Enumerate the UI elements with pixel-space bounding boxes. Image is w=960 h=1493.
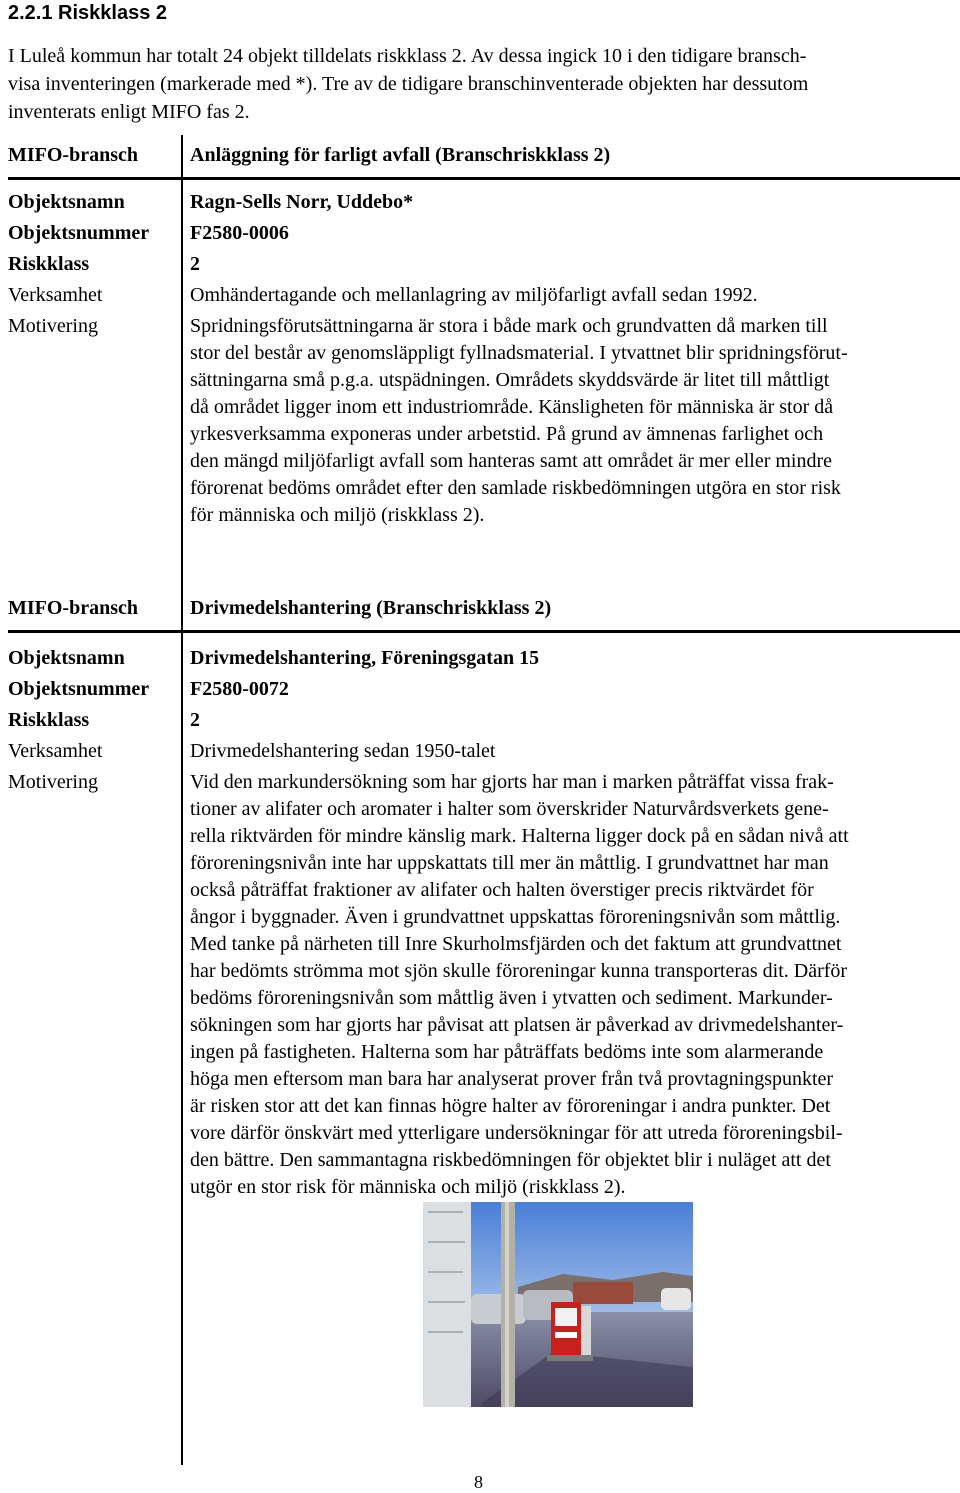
motivering-line: den mängd miljöfarligt avfall som hanteras samt att området är mer eller mindre [190,450,833,472]
riskklass-label: Riskklass [8,253,90,275]
objektsnamn-label: Objektsnamn [8,191,125,213]
motivering-line: ångor i byggnader. Även i grundvattnet uppskattas föroreningsnivån som måttlig. [190,906,841,928]
motivering-text [190,769,950,1201]
section-rule [8,630,960,633]
motivering-line: är risken stor att det kan finnas högre halter av föroreningar i andra punkter. Det [190,1095,831,1117]
motivering-line: Vid den markundersökning som har gjorts har man i marken påträffat vissa frak- [190,771,834,793]
intro-line: inventerats enligt MIFO fas 2. [8,101,250,123]
motivering-line: sättningarna små p.g.a. utspädningen. Områdets skyddsvärde är litet till måttligt [190,369,830,391]
motivering-line: också påträffat fraktioner av alifater och halten överstiger precis riktvärdet för [190,879,814,901]
motivering-line: den bättre. Den sammantagna riskbedömningen för objektet blir i nuläget att det [190,1149,831,1171]
mifo-bransch-value: Anläggning för farligt avfall (Branschriskklass 2) [190,144,611,166]
motivering-text [190,313,950,529]
motivering-line: för människa och miljö (riskklass 2). [190,504,485,526]
motivering-line: har bedömts strömma mot sjön skulle föroreningar kunna transporteras dit. Därför [190,960,848,982]
objektsnummer-value: F2580-0006 [190,222,289,244]
intro-line: I Luleå kommun har totalt 24 objekt tilldelats riskklass 2. Av dessa ingick 10 i den tidigare bransch- [8,45,807,67]
motivering-line: rella riktvärden för mindre känslig mark. Halterna ligger dock på en sådan nivå att [190,825,849,847]
verksamhet-value: Drivmedelshantering sedan 1950-talet [190,740,496,762]
motivering-line: Med tanke på närheten till Inre Skurholmsfjärden och det faktum att grundvattnet [190,933,842,955]
motivering-label: Motivering [8,771,98,793]
objektsnummer-label: Objektsnummer [8,678,150,700]
motivering-line: höga men eftersom man bara har analyserat prover från två provtagningspunkter [190,1068,834,1090]
motivering-line: sökningen som har gjorts har påvisat att platsen är påverkad av drivmedelshanter- [190,1014,844,1036]
section-rule [8,177,960,180]
motivering-line: bedöms föroreningsnivån som måttlig även i ytvatten och sediment. Markunder- [190,987,833,1009]
section-heading: 2.2.1 Riskklass 2 [8,2,168,24]
objektsnummer-label: Objektsnummer [8,222,150,244]
riskklass-value: 2 [190,253,200,275]
motivering-line: tioner av alifater och aromater i halter som överskrider Naturvårdsverkets gene- [190,798,829,820]
page-number: 8 [474,1472,483,1492]
intro-line: visa inventeringen (markerade med *). Tre av de tidigare branschinventerade objekten har dessutom [8,73,809,95]
motivering-line: föroreningsnivån inte har uppskattats till mer än måttlig. I grundvattnet har man [190,852,829,874]
verksamhet-label: Verksamhet [8,740,103,762]
motivering-line: yrkesverksamma exponeras under arbetstid. På grund av ämnenas farlighet och [190,423,824,445]
objektsnamn-value: Drivmedelshantering, Föreningsgatan 15 [190,647,540,669]
site-photo [423,1202,693,1407]
objektsnummer-value: F2580-0072 [190,678,289,700]
motivering-line: förorenat bedöms området efter den samlade riskbedömningen utgöra en stor risk [190,477,841,499]
mifo-bransch-value: Drivmedelshantering (Branschriskklass 2) [190,597,552,619]
motivering-line: då området ligger inom ett industriområde. Känsligheten för människa är stor då [190,396,834,418]
motivering-line: stor del består av genomsläppligt fyllnadsmaterial. I ytvattnet blir spridningsförut- [190,342,848,364]
mifo-bransch-label: MIFO-bransch [8,144,138,166]
motivering-line: Spridningsförutsättningarna är stora i både mark och grundvatten då marken till [190,315,828,337]
objektsnamn-value: Ragn-Sells Norr, Uddebo* [190,191,414,213]
motivering-line: vore därför önskvärt med ytterligare undersökningar för att utreda föroreningsbil- [190,1122,843,1144]
verksamhet-label: Verksamhet [8,284,103,306]
riskklass-value: 2 [190,709,200,731]
motivering-line: ingen på fastigheten. Halterna som har påträffats bedöms inte som alarmerande [190,1041,824,1063]
verksamhet-value: Omhändertagande och mellanlagring av miljöfarligt avfall sedan 1992. [190,284,758,306]
motivering-label: Motivering [8,315,98,337]
mifo-bransch-label: MIFO-bransch [8,597,138,619]
motivering-line: utgör en stor risk för människa och miljö (riskklass 2). [190,1176,626,1198]
column-divider [181,135,183,1465]
riskklass-label: Riskklass [8,709,90,731]
objektsnamn-label: Objektsnamn [8,647,125,669]
